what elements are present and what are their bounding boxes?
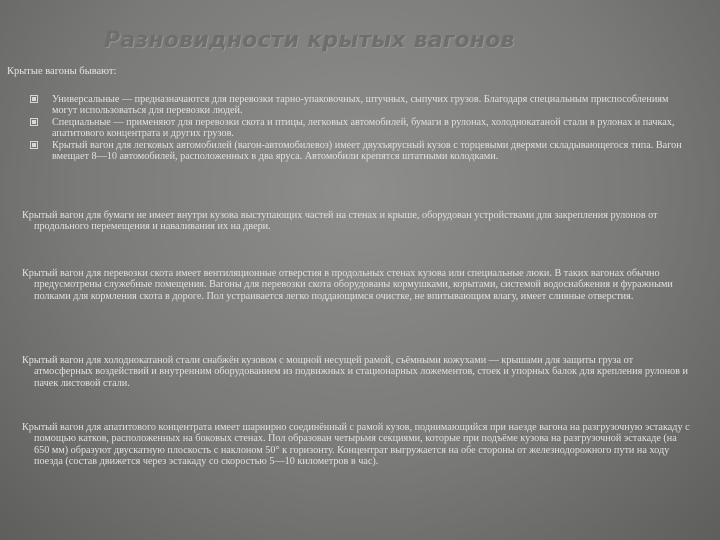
paragraph-steel-wagon: Крытый вагон для холоднокатаной стали снабжён кузовом с мощной несущей рамой, съёмными кожухами — крышами для защиты груза от атмосферных воздействий и внутренним оборудованием из подвижных и стационарных ложементов, стоек и упорных балок для крепления рулонов и пачек листовой стали. (22, 355, 688, 389)
bullet-item (30, 117, 690, 140)
square-bullet-icon (30, 141, 38, 149)
paragraph-paper-wagon: Крытый вагон для бумаги не имеет внутри кузова выступающих частей на стенах и крыше, оборудован устройствами для закрепления рулонов от продольного перемещения и наваливания их на двери. (22, 210, 658, 233)
paragraph-apatite-wagon: Крытый вагон для апатитового концентрата имеет шарнирно соединённый с рамой кузов, поднимающийся при наезде вагона на разгрузочную эстакаду с помощью катков, расположенных на боковых стенах. Пол образован четырьмя секциями, которые при подъёме кузова на разгрузочной эстакаде (на 650 мм) образуют двускатную плоскость с наклоном 50° к горизонту. Концентрат выгружается на обе стороны от железнодорожного пути на ходу поезда (состав движется через эстакаду со скоростью 5—10 километров в час). (22, 422, 690, 468)
slide-title: Разновидности крытых вагонов (104, 28, 515, 53)
bullet-item (30, 140, 690, 163)
bullet-text: Крытый вагон для легковых автомобилей (вагон-автомобилевоз) имеет двухъярусный кузов с торцевыми дверями складывающегося типа. Вагон вмещает 8—10 автомобилей, расположенных в два яруса. Автомобили крепятся штатными колодками. (52, 139, 682, 163)
square-bullet-icon (30, 118, 38, 126)
bullet-list (30, 94, 690, 162)
intro-text: Крытые вагоны бывают: (7, 66, 117, 77)
bullet-item (30, 94, 690, 117)
bullet-text: Специальные — применяют для перевозки скота и птицы, легковых автомобилей, бумаги в рулонах, холоднокатаной стали в рулонах и пачках, апатитового концентрата и других грузов. (52, 116, 675, 140)
paragraph-livestock-wagon: Крытый вагон для перевозки скота имеет вентиляционные отверстия в продольных стенах кузова или специальные люки. В таких вагонах обычно предусмотрены служебные помещения. Вагоны для перевозки скота оборудованы кормушками, корытами, системой водоснабжения и фуражными полками для кормления скота в дороге. Пол устраивается легко поддающимся очистке, не впитывающим влагу, имеет сливные отверстия. (22, 268, 673, 302)
bullet-text: Универсальные — предназначаются для перевозки тарно-упаковочных, штучных, сыпучих грузов. Благодаря специальным приспособлениям могут использоваться для перевозки людей. (52, 94, 669, 117)
square-bullet-icon (30, 95, 38, 103)
